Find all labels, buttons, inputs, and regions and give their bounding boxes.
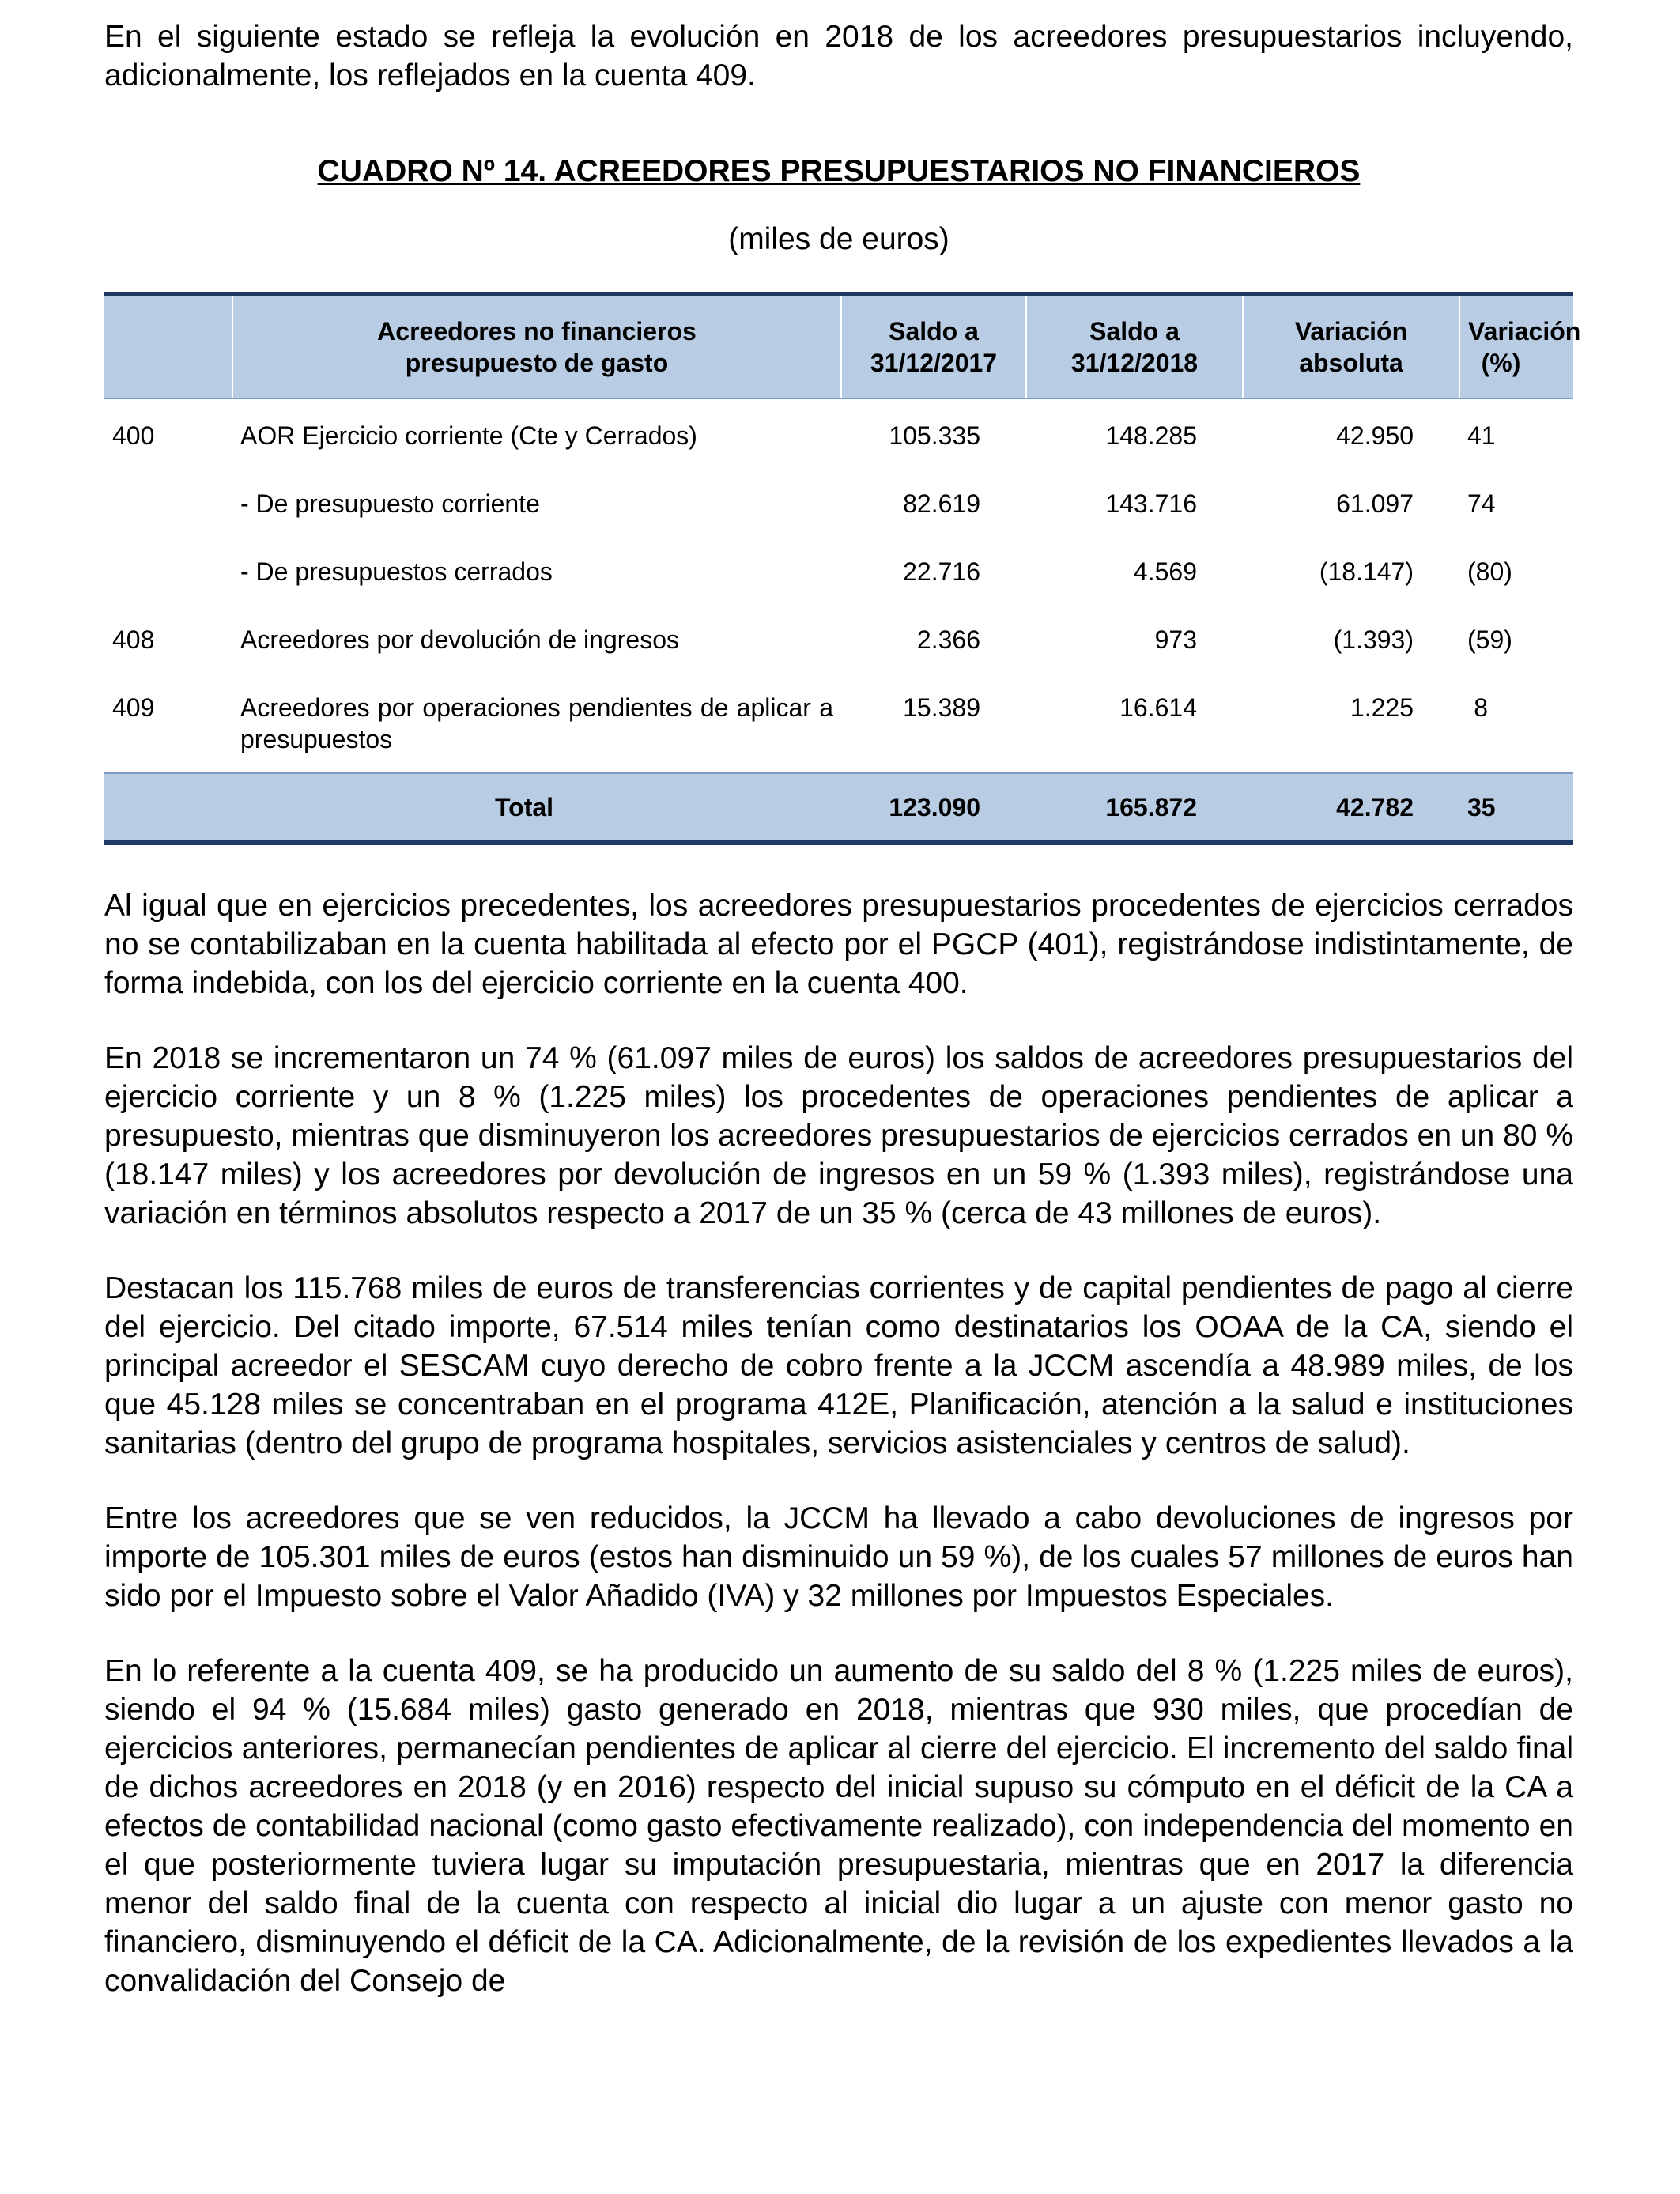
header-saldo-2018-line2: 31/12/2018 xyxy=(1070,349,1199,377)
row-variacion-absoluta: 42.950 xyxy=(1336,421,1414,450)
row-saldo-2018: 4.569 xyxy=(1133,557,1197,586)
row-variacion-absoluta: (18.147) xyxy=(1319,557,1414,586)
table-header-row xyxy=(104,294,1573,398)
total-variacion-pct: 35 xyxy=(1459,773,1573,843)
row-variacion-absoluta: 1.225 xyxy=(1350,693,1414,722)
row-variacion-absoluta: (1.393) xyxy=(1333,625,1414,654)
document-page xyxy=(104,0,1581,2000)
row-variacion-pct: 8 xyxy=(1474,693,1488,722)
body-paragraph: En 2018 se incrementaron un 74 % (61.097 miles de euros) los saldos de acreedores presupuestarios del ejercicio corriente y un 8 % (1.225 miles) los procedentes de operaciones pendientes de aplicar a presupuesto, mientras que disminuyeron los acreedores presupuestarios de ejercicios cerrados en un 80 % (18.147 miles) y los acreedores por devolución de ingresos en un 59 % (1.393 miles), registrándose una variación en términos absolutos respecto a 2017 de un 35 % (cerca de 43 millones de euros). xyxy=(104,1041,1573,1230)
header-varpct-line1: Variación xyxy=(1468,317,1581,346)
row-code xyxy=(104,469,232,537)
row-variacion-pct: 74 xyxy=(1467,489,1496,518)
header-varabs-line2: absoluta xyxy=(1299,349,1403,377)
row-saldo-2017: 2.366 xyxy=(916,625,980,654)
body-paragraph: Entre los acreedores que se ven reducidos, la JCCM ha llevado a cabo devoluciones de ingresos por importe de 105.301 miles de euros (estos han disminuido un 59 %), de los cuales 57 millones de euros han sido por el Impuesto sobre el Valor Añadido (IVA) y 32 millones por Impuestos Especiales. xyxy=(104,1501,1573,1613)
header-varabs-line1: Variación xyxy=(1294,317,1408,346)
row-code: 409 xyxy=(112,693,155,722)
body-paragraph: Al igual que en ejercicios precedentes, los acreedores presupuestarios procedentes de ejercicios cerrados no se contabilizaban en la cuenta habilitada al efecto por el PGCP (401), registrándose indistintamente, de forma indebida, con los del ejercicio corriente en la cuenta 400. xyxy=(104,889,1573,1000)
row-variacion-pct: (59) xyxy=(1467,625,1512,654)
header-concept xyxy=(232,294,841,398)
header-saldo-2017 xyxy=(841,294,1026,398)
body-paragraph: Destacan los 115.768 miles de euros de transferencias corrientes y de capital pendientes de pago al cierre del ejercicio. Del citado importe, 67.514 miles tenían como destinatarios los OOAA de la CA, siendo el principal acreedor el SESCAM cuyo derecho de cobro frente a la JCCM ascendía a 48.989 miles, de los que 45.128 miles se concentraban en el programa 412E, Planificación, atención a la salud e instituciones sanitarias (dentro del grupo de programa hospitales, servicios asistenciales y centros de salud). xyxy=(104,1271,1573,1460)
row-code: 400 xyxy=(112,421,155,450)
table-total-row xyxy=(104,773,1573,843)
row-saldo-2017: 82.619 xyxy=(903,489,980,518)
row-saldo-2018: 16.614 xyxy=(1119,693,1197,722)
table-title: CUADRO Nº 14. ACREEDORES PRESUPUESTARIOS NO FINANCIEROS xyxy=(317,154,1361,188)
row-code xyxy=(104,537,232,605)
row-saldo-2017: 22.716 xyxy=(903,557,980,586)
row-description: Acreedores por devolución de ingresos xyxy=(240,625,679,654)
row-variacion-pct: 41 xyxy=(1467,421,1496,450)
table-row xyxy=(104,537,1573,605)
header-concept-line1: Acreedores no financieros xyxy=(377,317,697,346)
header-code xyxy=(104,294,232,398)
row-variacion-absoluta: 61.097 xyxy=(1336,489,1414,518)
header-variacion-pct xyxy=(1459,294,1581,398)
row-saldo-2018: 143.716 xyxy=(1105,489,1197,518)
header-variacion-absoluta xyxy=(1243,294,1459,398)
row-saldo-2018: 148.285 xyxy=(1105,421,1197,450)
table-row xyxy=(104,398,1573,469)
table-row xyxy=(104,605,1573,673)
total-variacion-absoluta: 42.782 xyxy=(1243,773,1459,843)
row-description: Acreedores por operaciones pendientes de aplicar a presupuestos xyxy=(240,693,833,753)
row-description: - De presupuestos cerrados xyxy=(240,557,553,586)
header-saldo-2017-line2: 31/12/2017 xyxy=(870,349,998,377)
table-row xyxy=(104,469,1573,537)
total-saldo-2018: 165.872 xyxy=(1026,773,1243,843)
intro-paragraph: En el siguiente estado se refleja la evolución en 2018 de los acreedores presupuestarios incluyendo, adicionalmente, los reflejados en la cuenta 409. xyxy=(104,20,1573,93)
total-saldo-2017: 123.090 xyxy=(841,773,1026,843)
header-concept-line2: presupuesto de gasto xyxy=(405,349,669,377)
header-saldo-2017-line1: Saldo a xyxy=(889,317,979,346)
row-description: - De presupuesto corriente xyxy=(240,489,540,518)
row-variacion-pct: (80) xyxy=(1467,557,1512,586)
creditors-table xyxy=(104,292,1581,845)
row-description: AOR Ejercicio corriente (Cte y Cerrados) xyxy=(240,421,697,450)
header-varpct-line2: (%) xyxy=(1481,349,1521,377)
header-saldo-2018 xyxy=(1026,294,1243,398)
body-paragraph: En lo referente a la cuenta 409, se ha producido un aumento de su saldo del 8 % (1.225 miles de euros), siendo el 94 % (15.684 miles) gasto generado en 2018, mientras que 930 miles, que procedían de ejercicios anteriores, permanecían pendientes de aplicar al cierre del ejercicio. El incremento del saldo final de dichos acreedores en 2018 (y en 2016) respecto del inicial supuso su cómputo en el déficit de la CA a efectos de contabilidad nacional (como gasto efectivamente realizado), con independencia del momento en el que posteriormente tuviera lugar su imputación presupuestaria, mientras que en 2017 la diferencia menor del saldo final de la cuenta con respecto al inicial dio lugar a un ajuste con menor gasto no financiero, disminuyendo el déficit de la CA. Adicionalmente, de la revisión de los expedientes llevados a la convalidación del Consejo de xyxy=(104,1654,1573,1998)
row-saldo-2017: 105.335 xyxy=(889,421,980,450)
table-row xyxy=(104,673,1573,773)
total-label: Total xyxy=(104,773,841,843)
row-code: 408 xyxy=(112,625,155,654)
header-saldo-2018-line1: Saldo a xyxy=(1089,317,1180,346)
row-saldo-2017: 15.389 xyxy=(903,693,980,722)
row-saldo-2018: 973 xyxy=(1154,625,1197,654)
table-units: (miles de euros) xyxy=(728,222,949,256)
